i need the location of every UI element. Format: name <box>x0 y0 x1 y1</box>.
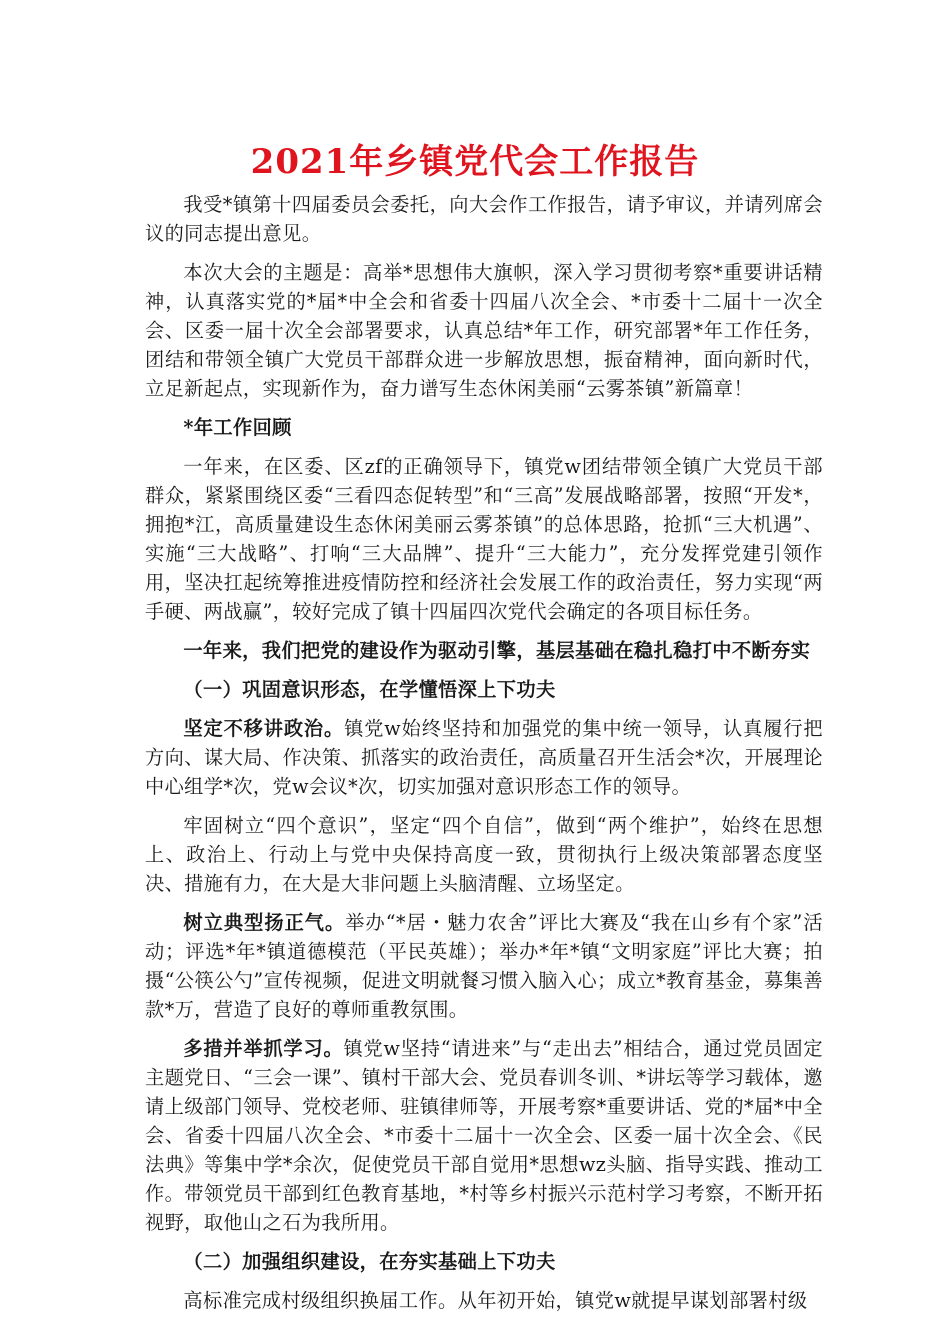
paragraph <box>145 1034 823 1237</box>
section-heading <box>145 636 823 665</box>
paragraph-lead: 多措并举抓学习。 <box>183 1037 344 1060</box>
paragraph <box>145 811 823 898</box>
paragraph <box>145 258 823 403</box>
paragraph-lead: 坚定不移讲政治。 <box>183 717 345 740</box>
heading-text: （一）巩固意识形态，在学懂悟深上下功夫 <box>183 678 556 701</box>
heading-text: *年工作回顾 <box>183 416 292 439</box>
paragraph-text: 本次大会的主题是：高举*思想伟大旗帜，深入学习贯彻考察*重要讲话精神，认真落实党的*届*中全会和省委十四届八次全会、*市委十二届十一次全会、区委一届十次全会部署要求，认真总结*年工作，研究部署*年工作任务，团结和带领全镇广大党员干部群众进一步解放思想，振奋精神，面向新时代，立足新起点，实现新作为，奋力谱写生态休闲美丽“云雾茶镇”新篇章！ <box>145 261 823 400</box>
paragraph-text: 镇党w坚持“请进来”与“走出去”相结合，通过党员固定主题党日、“三会一课”、镇村干部大会、党员春训冬训、*讲坛等学习载体，邀请上级部门领导、党校老师、驻镇律师等，开展考察*重要讲话、党的*届*中全会、省委十四届八次全会、*市委十二届十一次全会、区委一届十次全会、《民法典》等集中学*余次，促使党员干部自觉用*思想wz头脑、指导实践、推动工作。带领党员干部到红色教育基地，*村等乡村振兴示范村学习考察，不断开拓视野，取他山之石为我所用。 <box>145 1037 824 1234</box>
paragraph <box>145 452 823 626</box>
paragraph <box>145 1286 823 1315</box>
paragraph-text: 镇党w始终坚持和加强党的集中统一领导，认真履行把方向、谋大局、作决策、抓落实的政治责任，高质量召开生活会*次，开展理论中心组学*次，党w会议*次，切实加强对意识形态工作的领导。 <box>145 717 823 798</box>
paragraph-text: 举办“*居・魅力农舍”评比大赛及“我在山乡有个家”活动；评选*年*镇道德模范（平民英雄）；举办*年*镇“文明家庭”评比大赛；拍摄“公筷公勺”宣传视频，促进文明就餐习惯入脑入心；成立*教育基金，募集善款*万，营造了良好的尊师重教氛围。 <box>145 911 823 1021</box>
document-title: 2021年乡镇党代会工作报告 <box>250 142 700 182</box>
paragraph-lead: 树立典型扬正气。 <box>183 911 346 934</box>
paragraph-text: 一年来，在区委、区zf的正确领导下，镇党w团结带领全镇广大党员干部群众，紧紧围绕区委“三看四态促转型”和“三高”发展战略部署，按照“开发*，拥抱*江，高质量建设生态休闲美丽云雾茶镇”的总体思路，抢抓“三大机遇”、实施“三大战略”、打响“三大品牌”、提升“三大能力”，充分发挥党建引领作用，坚决扛起统筹推进疫情防控和经济社会发展工作的政治责任，努力实现“两手硬、两战赢”，较好完成了镇十四届四次党代会确定的各项目标任务。 <box>145 455 823 623</box>
paragraph-text: 牢固树立“四个意识”，坚定“四个自信”，做到“两个维护”，始终在思想上、政治上、行动上与党中央保持高度一致，贯彻执行上级决策部署态度坚决、措施有力，在大是大非问题上头脑清醒、立场坚定。 <box>145 814 823 895</box>
heading-text: （二）加强组织建设，在夯实基础上下功夫 <box>183 1250 556 1273</box>
paragraph-text: 我受*镇第十四届委员会委托，向大会作工作报告，请予审议，并请列席会议的同志提出意见。 <box>145 193 823 245</box>
section-heading <box>145 413 823 442</box>
subsection-heading <box>145 1247 823 1276</box>
heading-text: 一年来，我们把党的建设作为驱动引擎，基层基础在稳扎稳打中不断夯实 <box>183 639 811 662</box>
paragraph-text: 高标准完成村级组织换届工作。从年初开始，镇党w就提早谋划部署村级 <box>183 1289 808 1312</box>
paragraph <box>145 714 823 801</box>
subsection-heading <box>145 675 823 704</box>
paragraph <box>145 908 823 1024</box>
document-body <box>145 190 823 1325</box>
paragraph <box>145 190 823 248</box>
